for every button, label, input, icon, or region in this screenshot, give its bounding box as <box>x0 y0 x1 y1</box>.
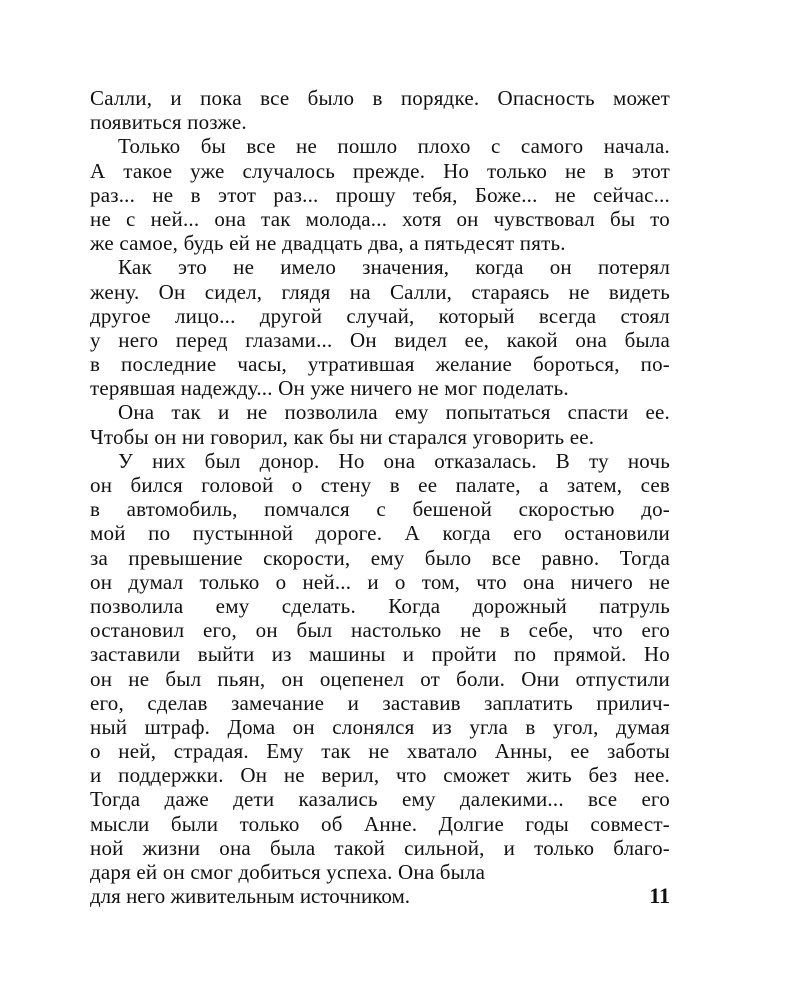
text-line: Салли, и пока все было в порядке. Опасность может <box>90 86 670 110</box>
text-line: мысли были только об Анне. Долгие годы совмест- <box>90 811 670 836</box>
text-line: ный штраф. Дома он слонялся из угла в угол, думая <box>90 714 670 739</box>
text-line: он бился головой о стену в ее палате, а затем, сев <box>90 473 670 497</box>
text-line: же самое, будь ей не двадцать два, а пятьдесят пять. <box>90 231 566 256</box>
text-line: даря ей он смог добиться успеха. Она была <box>90 860 486 884</box>
text-line: Только бы все не пошло плохо с самого начала. <box>118 134 670 159</box>
text-line: заставили выйти из машины и пройти по прямой. Но <box>90 642 670 667</box>
text-line: не с ней... она так молода... хотя он чувствовал бы то <box>90 206 670 231</box>
text-line: появиться позже. <box>90 110 247 135</box>
text-line: Она так и не позволила ему попытаться спасти ее. <box>118 400 670 425</box>
text-line: он думал только о ней... и о том, что она ничего не <box>90 569 670 594</box>
text-line: другое лицо... другой случай, который всегда стоял <box>90 303 670 328</box>
text-line: ной жизни она была такой сильной, и только благо- <box>90 835 670 860</box>
text-line: и поддержки. Он не верил, что сможет жить без нее. <box>90 763 670 788</box>
text-line: остановил его, он был настолько не в себе, что его <box>90 618 670 643</box>
text-line: раз... не в этот раз... прошу тебя, Боже... не сейчас... <box>90 182 670 207</box>
text-line: У них был донор. Но она отказалась. В ту ночь <box>118 448 670 473</box>
text-line: он не был пьян, он оцепенел от боли. Они отпустили <box>90 666 670 691</box>
text-line: мой по пустынной дороге. А когда его остановили <box>90 521 670 546</box>
text-line: Чтобы он ни говорил, как бы ни старался уговорить ее. <box>90 424 595 449</box>
text-line: в последние часы, утратившая желание бороться, по- <box>90 352 670 377</box>
text-line: в автомобиль, помчался с бешеной скоростью до- <box>90 497 670 522</box>
text-line: терявшая надежду... Он уже ничего не мог поделать. <box>90 376 569 401</box>
text-line: за превышение скорости, ему было все равно. Тогда <box>90 545 670 570</box>
text-line: у него перед глазами... Он видел ее, какой она была <box>90 327 670 352</box>
text-line: для него живительным источником. <box>90 884 411 909</box>
text-line: Тогда даже дети казались ему далекими... все его <box>90 787 670 812</box>
text-line: А такое уже случалось прежде. Но только не в этот <box>90 158 670 183</box>
text-line: позволила ему сделать. Когда дорожный патруль <box>90 593 670 618</box>
body-text <box>90 86 670 908</box>
text-line: о ней, страдая. Ему так не хватало Анны, ее заботы <box>90 739 670 764</box>
page-number: 11 <box>649 883 670 909</box>
text-line: жену. Он сидел, глядя на Салли, стараясь не видеть <box>90 279 670 304</box>
text-line: его, сделав замечание и заставив заплатить прилич- <box>90 690 670 715</box>
last-line-row <box>90 884 670 908</box>
text-line: Как это не имело значения, когда он потерял <box>118 255 670 280</box>
